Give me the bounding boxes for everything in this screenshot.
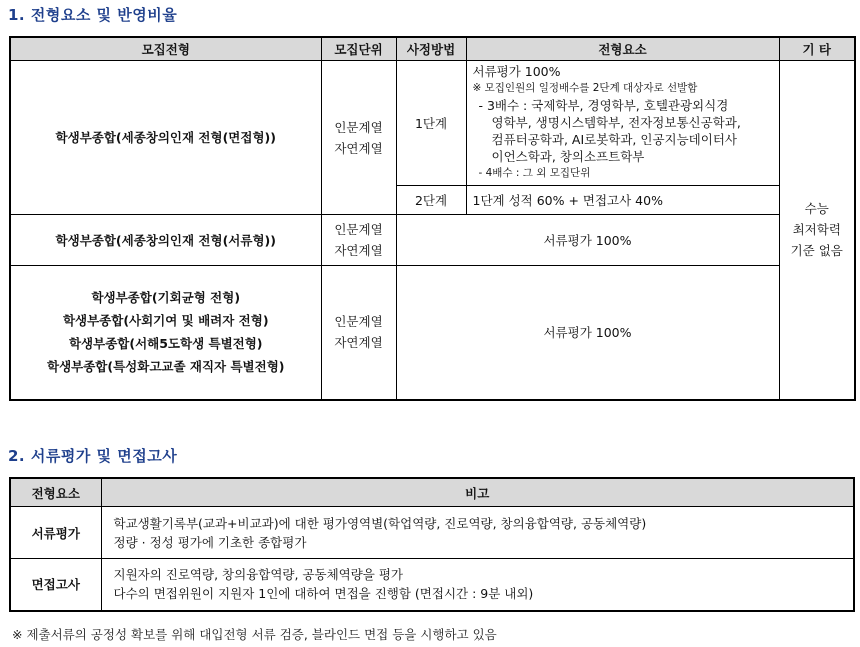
- stage-2-label: 2단계: [396, 186, 466, 215]
- table-row: [10, 61, 855, 186]
- header-remarks: 비고: [101, 478, 854, 507]
- etc-line: 기준 없음: [790, 243, 843, 259]
- special-criteria: 서류평가 100%: [396, 266, 779, 400]
- footnote: ※ 제출서류의 공정성 확보를 위해 대입전형 서류 검증, 블라인드 면접 등을 시행하고 있음: [12, 627, 497, 642]
- desc-line: 학교생활기록부(교과+비교과)에 대한 평가영역별(학업역량, 진로역량, 창의융합역량, 공동체역량): [113, 515, 647, 531]
- criteria-line: 영학부, 생명시스템학부, 전자정보통신공학과,: [491, 115, 741, 130]
- stage-2-criteria: 1단계 성적 60% + 면접고사 40%: [466, 186, 779, 215]
- unit-line: 자연계열: [334, 140, 383, 156]
- etc-note: [779, 61, 855, 400]
- header-element: 전형요소: [10, 478, 101, 507]
- section2-title: 2. 서류평가 및 면접고사: [8, 447, 178, 465]
- admission-type-line: 학생부종합(서해5도학생 특별전형): [68, 336, 263, 352]
- criteria-line: 서류평가 100%: [472, 64, 561, 79]
- header-method: 사정방법: [396, 37, 466, 61]
- header-etc: 기 타: [779, 37, 855, 61]
- recruit-unit: [321, 266, 396, 400]
- unit-line: 인문계열: [334, 314, 383, 330]
- table-row: [10, 507, 854, 559]
- admission-type-line: 학생부종합(특성화고교졸 재직자 특별전형): [47, 359, 285, 375]
- admission-elements-table: [9, 36, 856, 401]
- table-header-row: [10, 478, 854, 507]
- interview-label: 면접고사: [10, 559, 101, 611]
- etc-line: 수능: [804, 201, 829, 217]
- table-header-row: [10, 37, 855, 61]
- criteria-line: 컴퓨터공학과, AI로봇학과, 인공지능데이터사: [491, 132, 737, 147]
- section1-title: 1. 전형요소 및 반영비율: [8, 6, 178, 24]
- table-row: [10, 266, 855, 400]
- unit-line: 자연계열: [334, 335, 383, 351]
- desc-line: 다수의 면접위원이 지원자 1인에 대하여 면접을 진행함 (면접시간 : 9분 내외): [113, 586, 534, 602]
- unit-line: 인문계열: [334, 119, 383, 135]
- admission-type-special: [10, 266, 321, 400]
- header-unit: 모집단위: [321, 37, 396, 61]
- document-eval-desc: [101, 507, 854, 559]
- interview-desc: [101, 559, 854, 611]
- etc-line: 최저학력: [792, 222, 841, 238]
- table-row: [10, 559, 854, 611]
- header-criteria: 전형요소: [466, 37, 779, 61]
- document-eval-label: 서류평가: [10, 507, 101, 559]
- stage-1-label: 1단계: [396, 61, 466, 186]
- document-criteria: 서류평가 100%: [396, 215, 779, 266]
- criteria-line: - 4배수 : 그 외 모집단위: [478, 167, 591, 179]
- admission-type-interview: 학생부종합(세종창의인재 전형(면접형)): [10, 61, 321, 215]
- table-row: [10, 215, 855, 266]
- criteria-note: ※ 모집인원의 일정배수를 2단계 대상자로 선발함: [472, 82, 698, 94]
- admission-type-line: 학생부종합(사회기여 및 배려자 전형): [62, 313, 269, 329]
- desc-line: 지원자의 진로역량, 창의융합역량, 공동체역량을 평가: [113, 567, 403, 583]
- header-type: 모집전형: [10, 37, 321, 61]
- criteria-line: - 3배수 : 국제학부, 경영학부, 호텔관광외식경: [478, 98, 729, 113]
- admission-type-line: 학생부종합(기회균형 전형): [91, 290, 241, 306]
- unit-line: 인문계열: [334, 222, 383, 237]
- criteria-line: 이언스학과, 창의소프트학부: [491, 149, 645, 164]
- unit-line: 자연계열: [334, 243, 383, 258]
- admission-type-document: 학생부종합(세종창의인재 전형(서류형)): [10, 215, 321, 266]
- stage-1-criteria: [466, 61, 779, 186]
- recruit-unit: [321, 61, 396, 215]
- desc-line: 정량 · 정성 평가에 기초한 종합평가: [113, 534, 307, 550]
- evaluation-table: [9, 477, 855, 612]
- recruit-unit: [321, 215, 396, 266]
